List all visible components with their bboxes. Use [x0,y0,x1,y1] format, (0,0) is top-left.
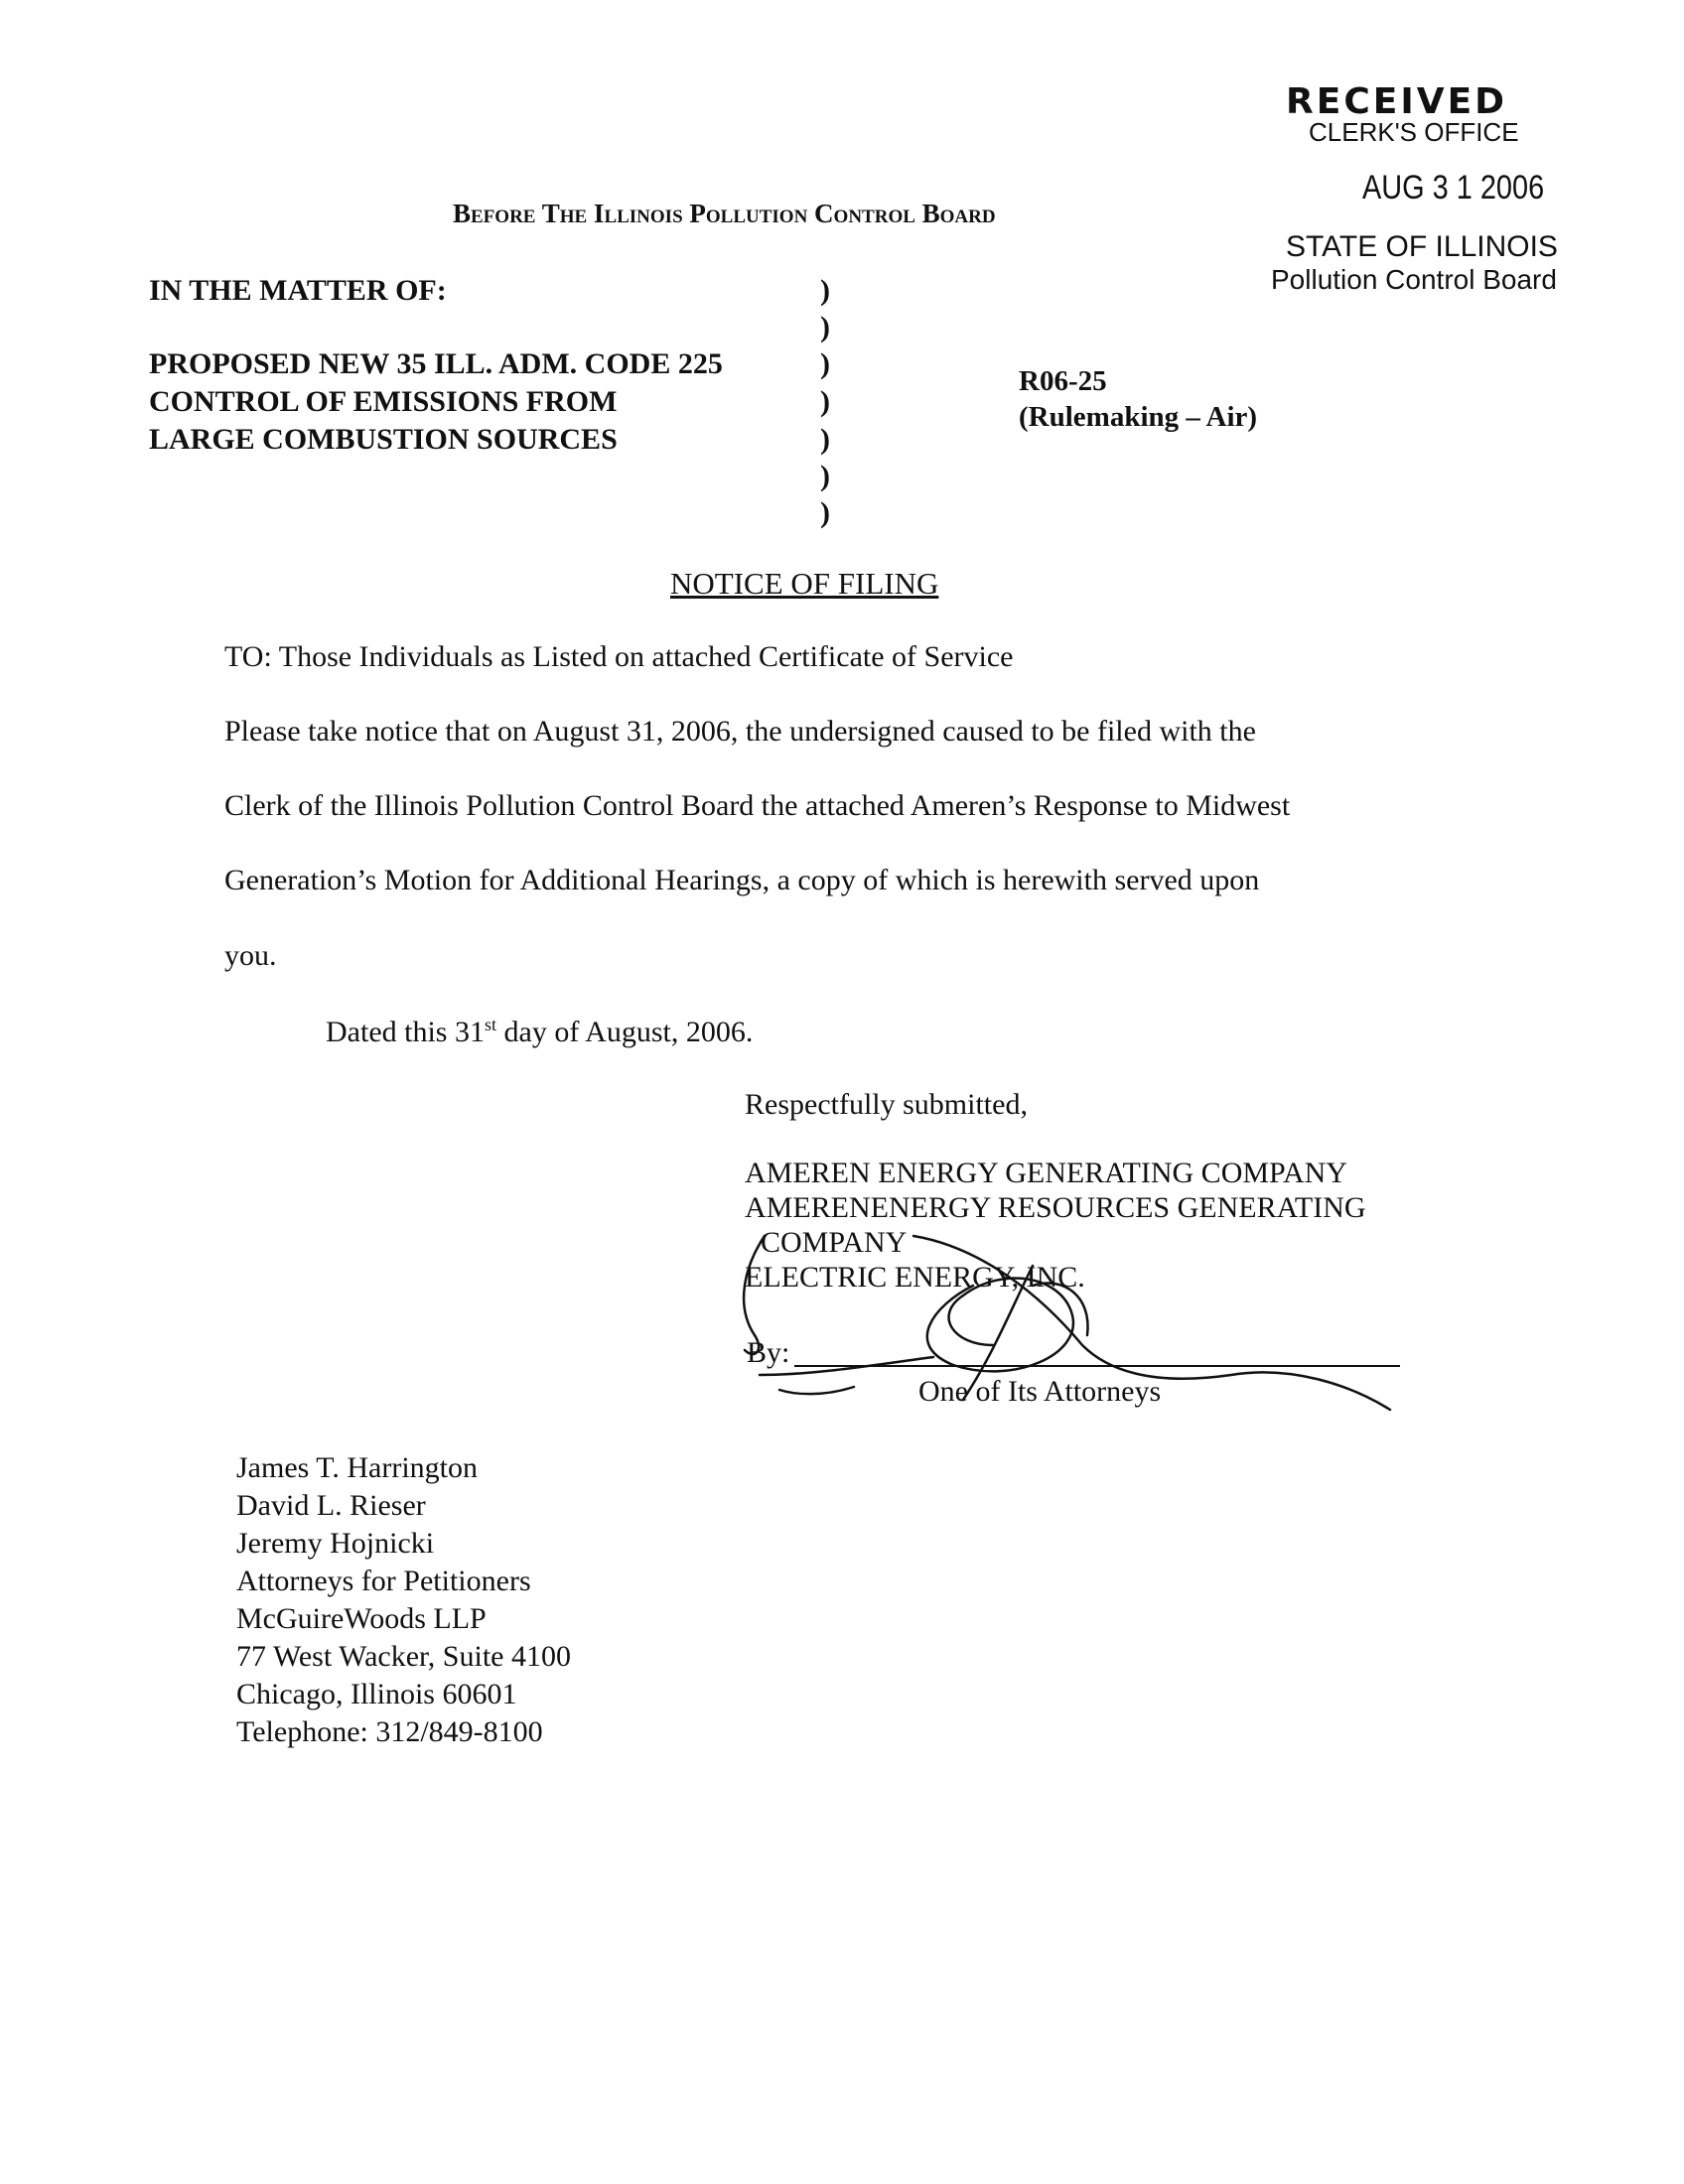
company-line-3: COMPANY [761,1226,908,1259]
docket-type: (Rulemaking – Air) [1019,401,1258,433]
dated-prefix: Dated this 31 [326,1016,485,1048]
dated-line [326,1015,753,1049]
by-label: By: [747,1336,790,1369]
caption-paren: ) [820,347,830,380]
stamp-clerks-office: CLERK'S OFFICE [1309,117,1519,147]
company-line-2: AMERENENERGY RESOURCES GENERATING [745,1191,1366,1224]
counsel-line-3: Jeremy Hojnicki [236,1527,435,1560]
caption-paren: ) [820,311,830,343]
company-line-1: AMEREN ENERGY GENERATING COMPANY [745,1157,1347,1189]
notice-title: NOTICE OF FILING [670,566,939,601]
caption-paren: ) [820,274,830,307]
closing: Respectfully submitted, [745,1088,1028,1121]
counsel-line-2: David L. Rieser [236,1489,426,1522]
body-line-2: Clerk of the Illinois Pollution Control Board the attached Ameren’s Response to Midwest [224,789,1291,822]
docket-number: R06-25 [1019,365,1107,397]
body-line-3: Generation’s Motion for Additional Hearings, a copy of which is herewith served upon [224,864,1260,896]
board-title: Before The Illinois Pollution Control Board [453,199,996,228]
attorneys-label: One of Its Attorneys [918,1375,1162,1408]
stamp-board: Pollution Control Board [1271,264,1557,295]
counsel-line-6: 77 West Wacker, Suite 4100 [236,1640,571,1673]
stamp-date: AUG 3 1 2006 [1362,169,1545,206]
to-line: TO: Those Individuals as Listed on attached Certificate of Service [224,640,1014,673]
stamp-received: RECEIVED [1286,81,1508,122]
matter-label: IN THE MATTER OF: [149,274,447,307]
dated-superscript: st [484,1015,496,1034]
stamp-state: STATE OF ILLINOIS [1286,230,1558,263]
counsel-line-8: Telephone: 312/849-8100 [236,1715,543,1748]
dated-suffix: day of August, 2006. [496,1016,754,1048]
caption-line-1: PROPOSED NEW 35 ILL. ADM. CODE 225 [149,347,723,380]
caption-paren: ) [820,423,830,456]
counsel-line-4: Attorneys for Petitioners [236,1565,531,1597]
caption-line-3: LARGE COMBUSTION SOURCES [149,423,618,456]
counsel-line-7: Chicago, Illinois 60601 [236,1678,517,1710]
handwritten-signature [735,1226,1410,1425]
counsel-line-5: McGuireWoods LLP [236,1602,487,1635]
body-line-4: you. [224,939,277,972]
caption-line-2: CONTROL OF EMISSIONS FROM [149,385,618,418]
caption-paren: ) [820,460,830,492]
caption-paren: ) [820,496,830,529]
counsel-line-1: James T. Harrington [236,1451,479,1484]
body-line-1: Please take notice that on August 31, 2006, the undersigned caused to be filed with the [224,715,1256,748]
company-line-4: ELECTRIC ENERGY, INC. [745,1261,1085,1294]
caption-paren: ) [820,385,830,418]
